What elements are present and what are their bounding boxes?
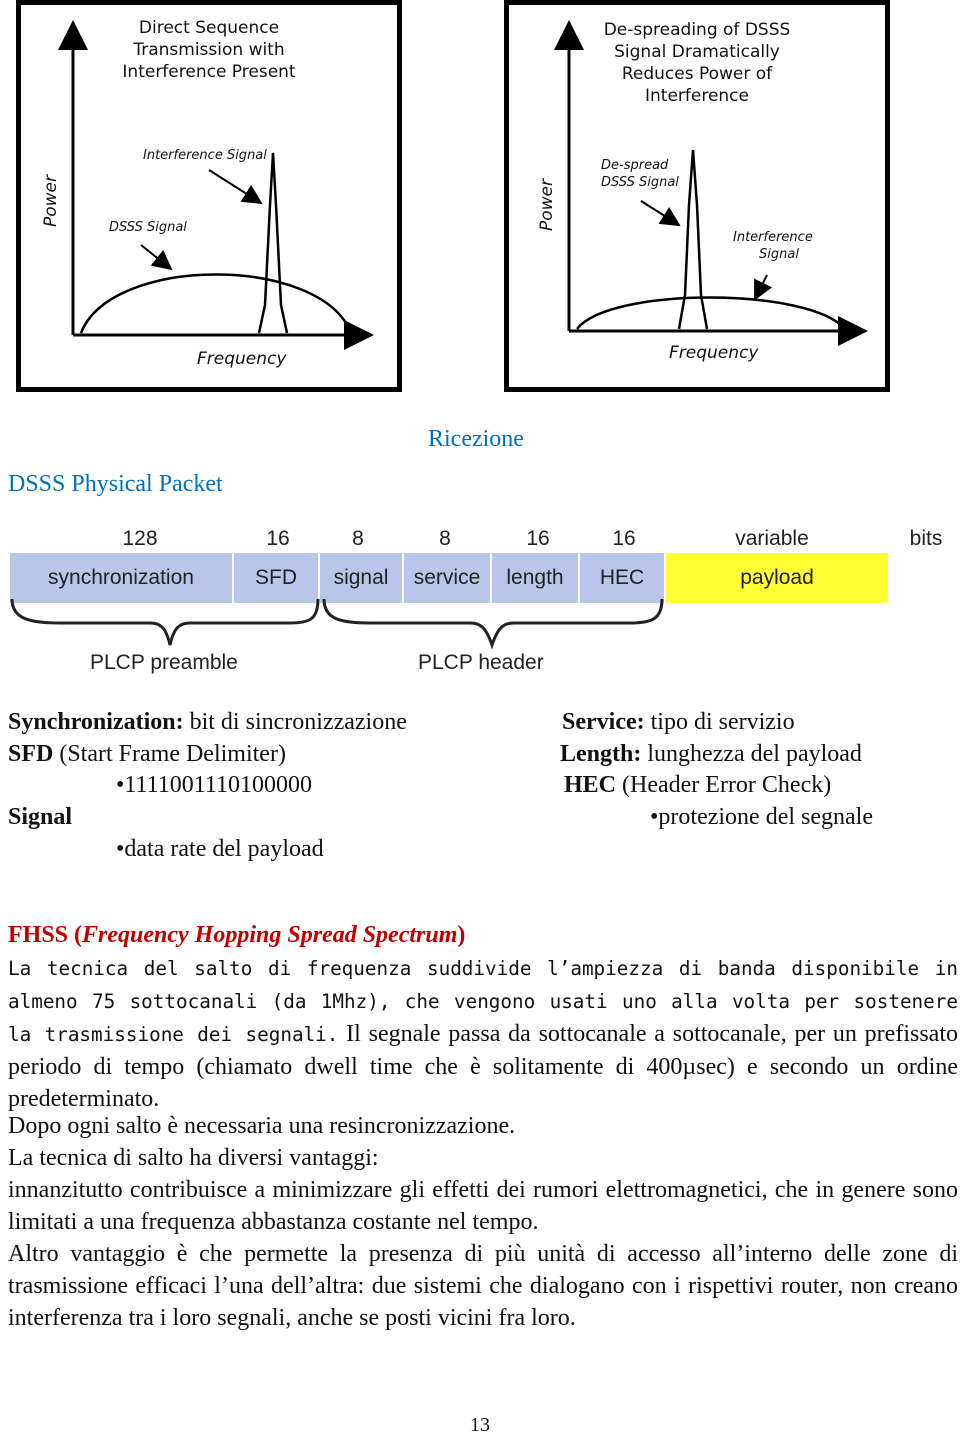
section-braces [0, 595, 700, 655]
y-axis-label: Power [41, 174, 61, 227]
field-payload: payload [666, 553, 888, 603]
def-hec [564, 771, 831, 799]
interference-spread-curve [577, 298, 845, 330]
field-synchronization: synchronization [10, 553, 234, 603]
bits-unit-label: bits [909, 527, 943, 550]
despread-dsss-spike [679, 150, 707, 329]
paragraph-1-part-b: Il segnale passa da sottocanale a sottocanale, per un prefissato periodo di tempo (chiamato dwell time che è solitamente di 400µsec) e secondo un ordine predeterminato. [8, 1021, 958, 1112]
desc: (Header Error Check) [616, 772, 832, 798]
term: HEC [564, 772, 617, 798]
figure-dsss-with-interference [16, 0, 402, 392]
title-line: Direct Sequence [138, 18, 280, 38]
fhss-paragraph-5: Altro vantaggio è che permette la presenza di più unità di accesso all’interno delle zone di trasmissione efficaci l’una dell’altra: due sistemi che dialogano con i rispettivi router, non creano interferenza tra i loro segnali, anche se posti vicini fra loro. [8, 1241, 958, 1331]
fhss-paragraph-2: Dopo ogni salto è necessaria una resincronizzazione. [8, 1113, 516, 1139]
desc: (Start Frame Delimiter) [53, 741, 286, 767]
x-axis-label: Frequency [197, 349, 287, 369]
desc: tipo di servizio [644, 709, 795, 735]
x-axis-label: Frequency [669, 343, 759, 363]
interference-signal-label: Interference Signal [143, 148, 267, 163]
fhss-paragraph-1 [8, 952, 958, 1115]
figure-left-title [21, 17, 397, 83]
title-line: Interference Present [122, 62, 296, 82]
title-prefix: FHSS ( [8, 922, 83, 948]
title-line: De-spreading of DSSS [603, 20, 791, 40]
term: Synchronization: [8, 709, 184, 735]
title-line: Interference [644, 86, 749, 106]
fhss-paragraph-3: La tecnica di salto ha diversi vantaggi: [8, 1145, 379, 1171]
bitcount-service: 8 [439, 527, 451, 550]
page-number: 13 [470, 1414, 490, 1436]
fhss-title [8, 922, 465, 949]
label-line: Signal [759, 247, 799, 262]
figure-right-title [509, 19, 885, 107]
figure-despreading [504, 0, 890, 392]
label-line: De-spread [601, 158, 669, 173]
plcp-header-label: PLCP header [418, 651, 544, 674]
term: Signal [8, 804, 73, 830]
interference-spike [259, 153, 287, 333]
brace-preamble [12, 599, 318, 645]
def-service [562, 708, 795, 736]
field-service: service [404, 553, 492, 603]
bitcount-payload: variable [735, 527, 809, 550]
field-hec: HEC [580, 553, 666, 603]
bitcount-sfd: 16 [266, 527, 290, 550]
def-sfd-value: •1111001110100000 [116, 772, 312, 798]
y-axis-label: Power [537, 178, 557, 231]
despread-dsss-label [601, 157, 679, 191]
heading-dsss-physical-packet: DSSS Physical Packet [8, 471, 223, 497]
term: Length: [560, 741, 642, 767]
heading-ricezione: Ricezione [428, 426, 524, 452]
dsss-signal-curve [81, 275, 351, 334]
paragraph-1-part-a: La tecnica del salto di frequenza suddivide l’ampiezza di banda disponibile in almeno 75 sottocanali (da 1Mhz), che vengono usati uno alla volta per sostenere la trasmissione dei segnali. [8, 957, 958, 1046]
bitcount-length: 16 [526, 527, 550, 550]
dsss-signal-label: DSSS Signal [109, 220, 187, 235]
def-length [560, 740, 862, 768]
brace-header [324, 599, 662, 645]
bitcount-signal: 8 [352, 527, 364, 550]
def-hec-note: •protezione del segnale [650, 804, 873, 830]
field-sfd: SFD [234, 553, 320, 603]
desc: bit di sincronizzazione [183, 709, 407, 735]
title-italic: Frequency Hopping Spread Spectrum [82, 922, 458, 948]
title-line: Reduces Power of [621, 64, 773, 84]
label-line: DSSS Signal [601, 175, 679, 190]
def-signal-desc: •data rate del payload [116, 836, 324, 862]
title-line: Transmission with [133, 40, 285, 60]
term: SFD [8, 741, 54, 767]
field-length: length [492, 553, 580, 603]
bitcount-hec: 16 [612, 527, 636, 550]
def-signal [8, 803, 72, 831]
label-line: Interference [733, 230, 813, 245]
bitcount-synchronization: 128 [122, 527, 158, 550]
title-line: Signal Dramatically [614, 42, 780, 62]
title-suffix: ) [457, 922, 466, 948]
interference-signal-label [733, 229, 813, 263]
def-synchronization [8, 708, 407, 736]
term: Service: [562, 709, 645, 735]
plcp-preamble-label: PLCP preamble [90, 651, 238, 674]
field-signal: signal [320, 553, 404, 603]
desc: lunghezza del payload [641, 741, 862, 767]
def-sfd [8, 740, 286, 768]
fhss-paragraph-4: innanzitutto contribuisce a minimizzare gli effetti dei rumori elettromagnetici, che in genere sono limitati a una frequenza abbastanza costante nel tempo. [8, 1177, 958, 1235]
